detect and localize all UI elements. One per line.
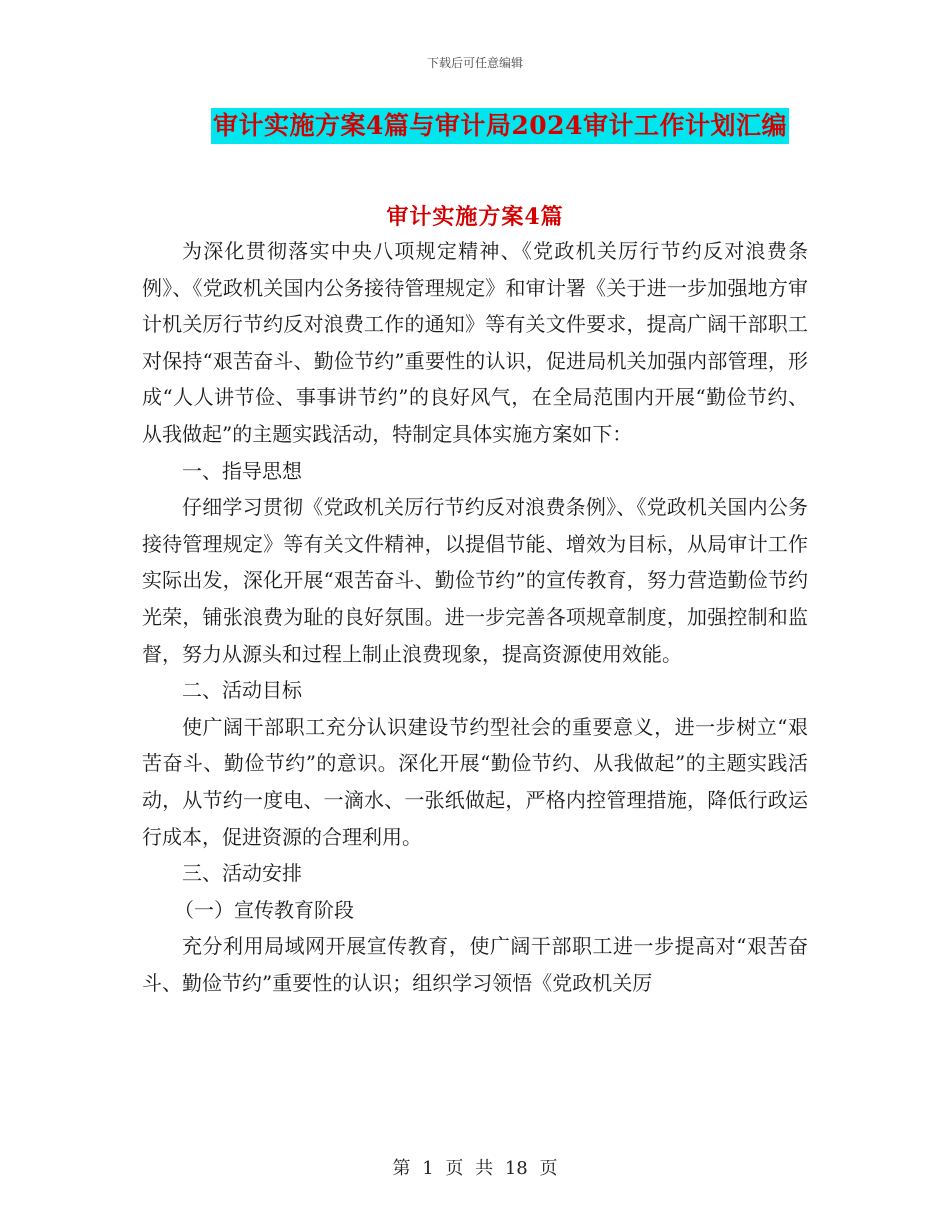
document-title: 审计实施方案4篇与审计局2024审计工作计划汇编 xyxy=(211,108,789,144)
heading-activity-goals: 二、活动目标 xyxy=(182,678,302,703)
intro-paragraph: 为深化贯彻落实中央八项规定精神、《党政机关厉行节约反对浪费条例》、《党政机关国内公务接待管理规定》和审计署《关于进一步加强地方审计机关厉行节约反对浪费工作的通知》等有关文件要求，提高广阔干部职工对保持“艰苦奋斗、勤俭节约”重要性的认识，促进局机关加强内部管理，形成“人人讲节俭、事事讲节约”的良好风气，在全局范围内开展“勤俭节约、从我做起”的主题实践活动，特制定具体实施方案如下： xyxy=(142,239,808,446)
heading-guiding-ideology: 一、指导思想 xyxy=(182,458,302,483)
activity-goals-paragraph: 使广阔干部职工充分认识建设节约型社会的重要意义，进一步树立“艰苦奋斗、勤俭节约”的意识。深化开展“勤俭节约、从我做起”的主题实践活动，从节约一度电、一滴水、一张纸做起，严格内控管理措施，降低行政运行成本，促进资源的合理利用。 xyxy=(142,714,808,849)
document-title-container xyxy=(0,108,950,144)
publicity-stage-paragraph: 充分利用局域网开展宣传教育，使广阔干部职工进一步提高对“艰苦奋斗、勤俭节约”重要性的认识；组织学习领悟《党政机关厉 xyxy=(142,934,808,995)
section-title: 审计实施方案4篇 xyxy=(386,204,564,230)
page-number: 第 1 页 共 18 页 xyxy=(392,1158,558,1179)
document-body xyxy=(142,233,808,1001)
page-header-note: 下载后可任意编辑 xyxy=(426,56,523,70)
guiding-ideology-paragraph: 仔细学习贯彻《党政机关厉行节约反对浪费条例》、《党政机关国内公务接待管理规定》等有关文件精神，以提倡节能、增效为目标，从局审计工作实际出发，深化开展“艰苦奋斗、勤俭节约”的宣传教育，努力营造勤俭节约光荣，铺张浪费为耻的良好氛围。进一步完善各项规章制度，加强控制和监督，努力从源头和过程上制止浪费现象，提高资源使用效能。 xyxy=(142,495,808,666)
heading-activity-arrangement: 三、活动安排 xyxy=(182,861,302,886)
subheading-publicity-stage: （一）宣传教育阶段 xyxy=(174,897,354,922)
